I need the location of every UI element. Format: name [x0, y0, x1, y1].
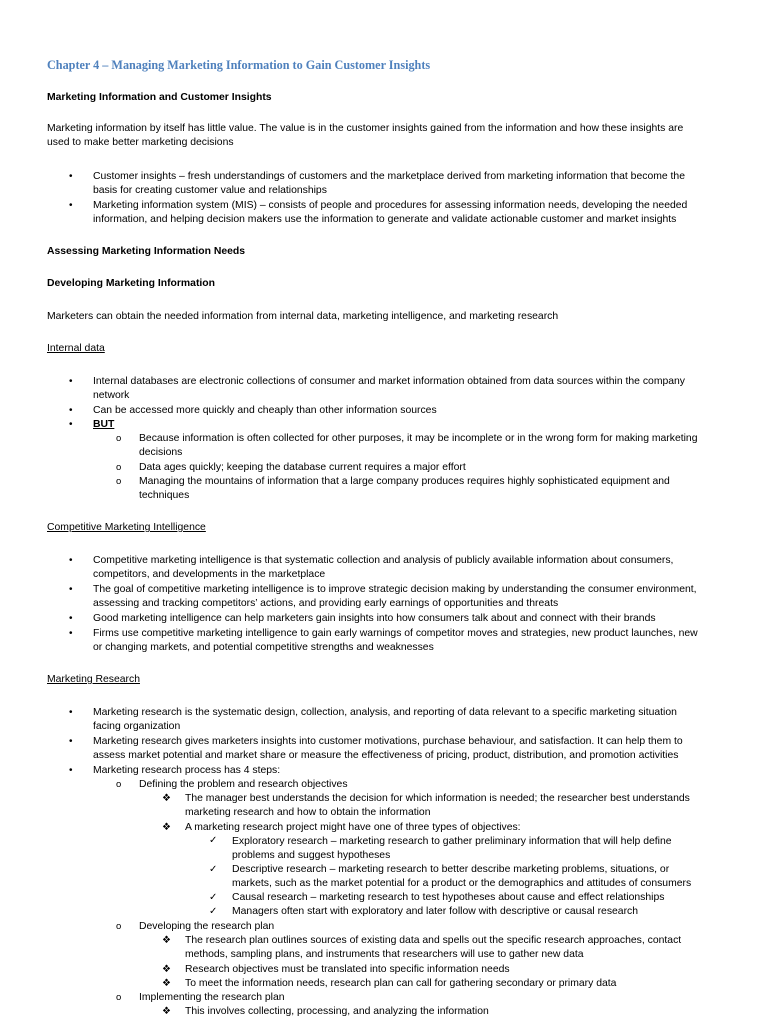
step-item: Defining the problem and research objectives: [139, 779, 348, 790]
sub-list-item: Because information is often collected for other purposes, it may be incomplete or in the wrong form for making marketing: [139, 433, 698, 444]
list-item: Firms use competitive marketing intelligence to gain early warnings of competitor moves and strategies, new product launches, new: [93, 628, 698, 639]
step-detail: A marketing research project might have one of three types of objectives:: [185, 822, 521, 833]
circle-marker: o: [116, 476, 122, 487]
heading-competitive-intelligence: Competitive Marketing Intelligence: [47, 522, 206, 533]
list-item: assess market potential and market share or measure the effectiveness of pricing, product, distribution, and promotion activities: [93, 750, 679, 761]
bullet-marker: •: [69, 200, 73, 211]
heading-marketing-information: Marketing Information and Customer Insights: [47, 92, 272, 103]
bullet-marker: •: [69, 171, 73, 182]
list-item: Marketing information system (MIS) – consists of people and procedures for assessing information needs, developing the needed: [93, 200, 688, 211]
check-marker: ✓: [209, 892, 218, 903]
step-item: Developing the research plan: [139, 921, 275, 932]
bullet-marker: •: [69, 584, 73, 595]
circle-marker: o: [116, 992, 122, 1003]
heading-internal-data: Internal data: [47, 343, 105, 354]
diamond-marker: ❖: [162, 822, 171, 833]
paragraph-line: Marketers can obtain the needed information from internal data, marketing intelligence, and marketing research: [47, 311, 559, 322]
list-item-but: BUT: [93, 419, 115, 430]
circle-marker: o: [116, 433, 122, 444]
step-detail: marketing research and how to obtain the information: [185, 807, 431, 818]
step-detail: methods, sampling plans, and instruments that researchers will use to gather new data: [185, 949, 584, 960]
list-item: Customer insights – fresh understandings of customers and the marketplace derived from marketing information that become the: [93, 171, 685, 182]
bullet-marker: •: [69, 707, 73, 718]
list-item: Good marketing intelligence can help marketers gain insights into how consumers talk about and connect with their brands: [93, 613, 656, 624]
list-item: competitors, and developments in the marketplace: [93, 569, 326, 580]
objective-item: problems and suggest hypotheses: [232, 850, 391, 861]
list-item: basis for creating customer value and relationships: [93, 185, 327, 196]
diamond-marker: ❖: [162, 978, 171, 989]
diamond-marker: ❖: [162, 793, 171, 804]
bullet-marker: •: [69, 736, 73, 747]
step-detail: This involves collecting, processing, and analyzing the information: [185, 1006, 489, 1017]
bullet-marker: •: [69, 419, 73, 430]
step-detail: To meet the information needs, research plan can call for gathering secondary or primary data: [185, 978, 617, 989]
objective-item: Exploratory research – marketing research to gather preliminary information that will help define: [232, 836, 672, 847]
check-marker: ✓: [209, 835, 218, 846]
sub-list-item: Data ages quickly; keeping the database current requires a major effort: [139, 462, 466, 473]
step-detail: The manager best understands the decision for which information is needed; the researcher best understands: [185, 793, 690, 804]
list-item: or changing markets, and potential competitive strengths and weaknesses: [93, 642, 434, 653]
list-item: facing organization: [93, 721, 181, 732]
objective-item: Managers often start with exploratory and later follow with descriptive or causal research: [232, 906, 639, 917]
bullet-marker: •: [69, 405, 73, 416]
heading-marketing-research: Marketing Research: [47, 674, 140, 685]
step-detail: The research plan outlines sources of existing data and spells out the specific research approaches, contact: [185, 935, 682, 946]
paragraph-line: used to make better marketing decisions: [47, 137, 234, 148]
list-item: Marketing research process has 4 steps:: [93, 765, 281, 776]
list-item: The goal of competitive marketing intelligence is to improve strategic decision making by understanding the consumer environment,: [93, 584, 697, 595]
circle-marker: o: [116, 462, 122, 473]
list-item: network: [93, 390, 130, 401]
circle-marker: o: [116, 921, 122, 932]
heading-assessing: Assessing Marketing Information Needs: [47, 246, 246, 257]
bullet-marker: •: [69, 376, 73, 387]
heading-developing: Developing Marketing Information: [47, 278, 215, 289]
objective-item: Descriptive research – marketing research to better describe marketing problems, situations, or: [232, 864, 670, 875]
list-item: Marketing research gives marketers insights into customer motivations, purchase behaviour, and satisfaction. It can help them to: [93, 736, 683, 747]
list-item: Marketing research is the systematic design, collection, analysis, and reporting of data relevant to a specific marketing situation: [93, 707, 677, 718]
list-item: information, and helping decision makers use the information to generate and validate actionable customer and market insights: [93, 214, 677, 225]
check-marker: ✓: [209, 906, 218, 917]
list-item: Competitive marketing intelligence is that systematic collection and analysis of publicly available information about consumers,: [93, 555, 674, 566]
bullet-marker: •: [69, 613, 73, 624]
diamond-marker: ❖: [162, 935, 171, 946]
list-item: assessing and tracking competitors’ actions, and providing early earnings of opportunities and threats: [93, 598, 559, 609]
list-item: Can be accessed more quickly and cheaply than other information sources: [93, 405, 437, 416]
sub-list-item: Managing the mountains of information that a large company produces requires highly sophisticated equipment and: [139, 476, 670, 487]
diamond-marker: ❖: [162, 964, 171, 975]
paragraph-line: Marketing information by itself has little value. The value is in the customer insights gained from the information and how these insights are: [47, 123, 684, 134]
bullet-marker: •: [69, 555, 73, 566]
check-marker: ✓: [209, 864, 218, 875]
objective-item: Causal research – marketing research to test hypotheses about cause and effect relationships: [232, 892, 665, 903]
step-detail: Research objectives must be translated into specific information needs: [185, 964, 510, 975]
bullet-marker: •: [69, 765, 73, 776]
objective-item: markets, such as the market potential for a product or the demographics and attitudes of consumers: [232, 878, 692, 889]
sub-list-item: decisions: [139, 447, 183, 458]
circle-marker: o: [116, 779, 122, 790]
bullet-marker: •: [69, 628, 73, 639]
step-item: Implementing the research plan: [139, 992, 285, 1003]
list-item: Internal databases are electronic collections of consumer and market information obtained from data sources within the company: [93, 376, 686, 387]
sub-list-item: techniques: [139, 490, 190, 501]
diamond-marker: ❖: [162, 1006, 171, 1017]
chapter-title: Chapter 4 – Managing Marketing Information to Gain Customer Insights: [47, 58, 431, 72]
